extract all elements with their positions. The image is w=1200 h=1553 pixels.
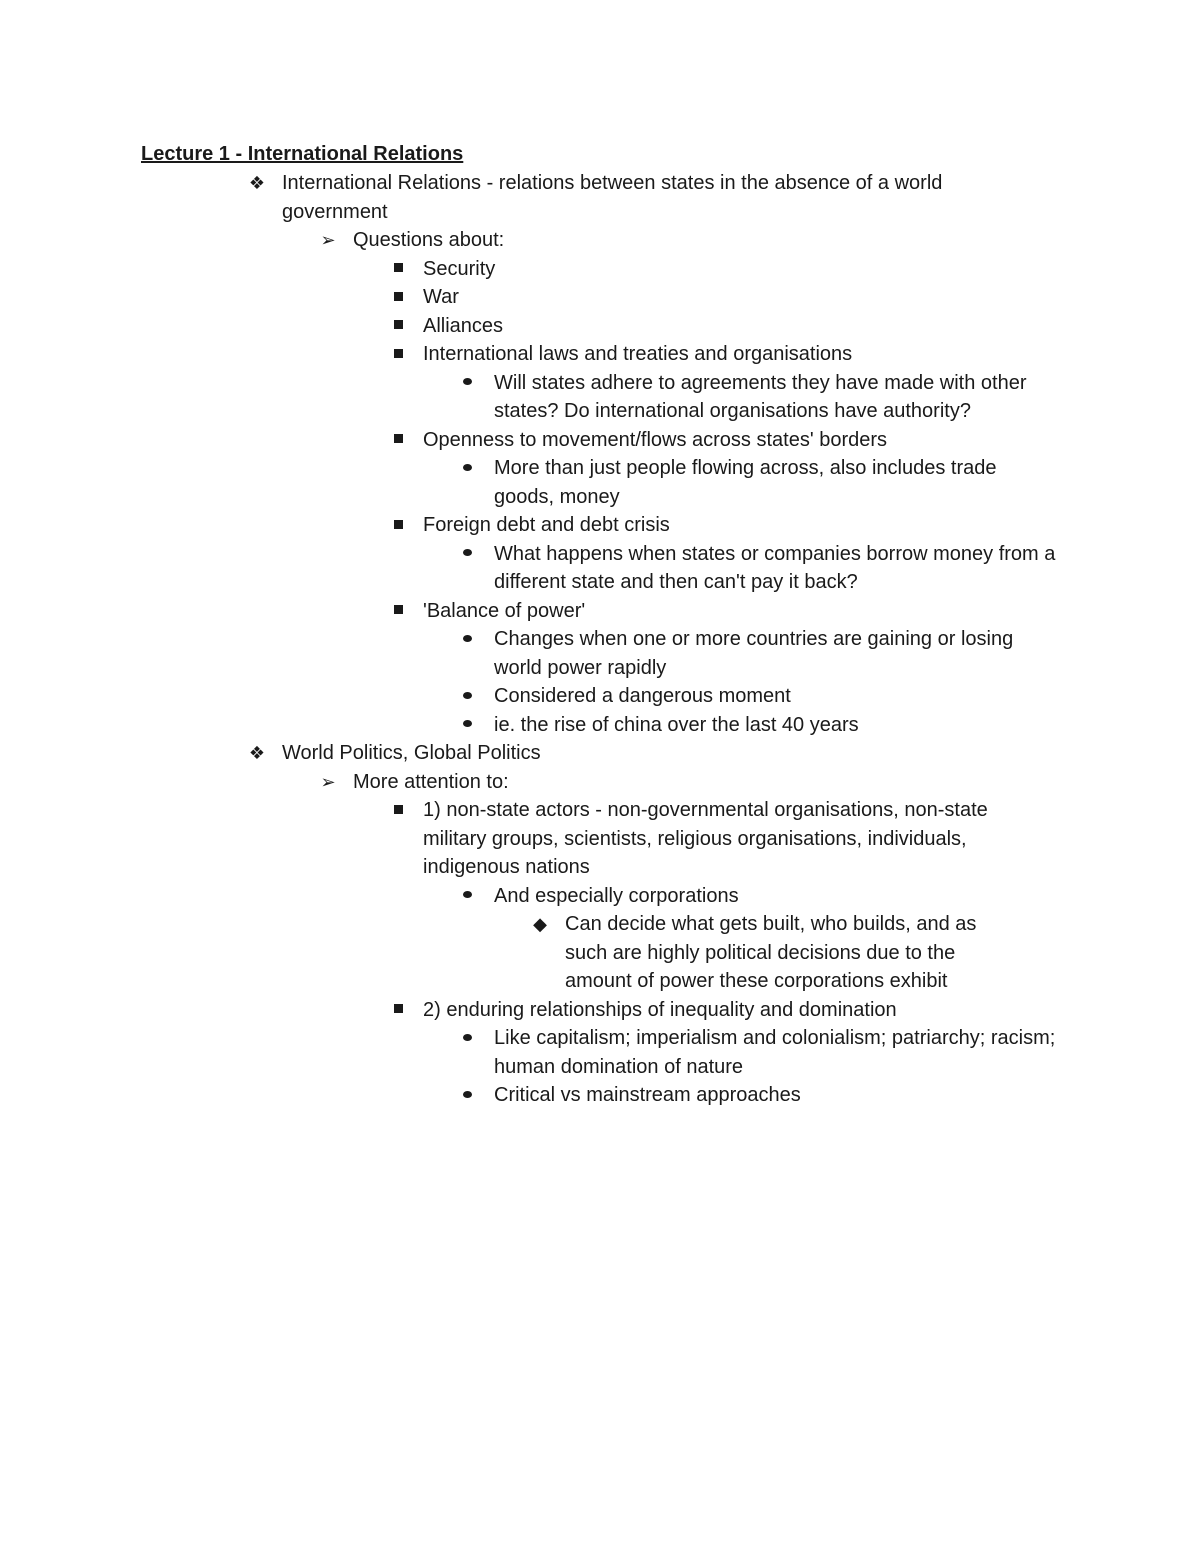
- outline-item-text: Like capitalism; imperialism and colonialism; patriarchy; racism; human domination of nature: [494, 1027, 1056, 1078]
- square-bullet-icon: [383, 340, 413, 369]
- outline-item: [320, 226, 1043, 255]
- circle-bullet-icon: [452, 540, 482, 569]
- circle-bullet-icon: [452, 369, 482, 398]
- outline-item: [423, 312, 1048, 341]
- circle-bullet-icon: [452, 454, 482, 483]
- outline-item-text: Openness to movement/flows across states' borders: [423, 428, 888, 451]
- outline-item-text: Can decide what gets built, who builds, and as such are highly political decisions due to the amount of power these corporations exhibit: [565, 913, 977, 992]
- outline-item: [494, 1081, 1059, 1110]
- outline-item: [423, 511, 1048, 540]
- outline-item: [494, 540, 1059, 597]
- outline-item-text: 1) non-state actors - non-governmental organisations, non-state military groups, scientists, religious organisations, individuals, indigenous nations: [423, 799, 988, 878]
- outline-item-text: Questions about:: [353, 229, 505, 251]
- circle-bullet-icon: [452, 682, 482, 711]
- outline-item: [320, 768, 1043, 797]
- outline-item-text: International laws and treaties and organisations: [423, 343, 853, 365]
- outline-item: [533, 910, 1020, 996]
- diamond-flower-bullet-icon: ❖: [248, 743, 266, 763]
- outline-item-text: What happens when states or companies borrow money from a different state and then can't pay it back?: [494, 542, 1056, 593]
- outline-item-text: International Relations - relations between states in the absence of a world government: [282, 172, 943, 223]
- outline-item: [494, 711, 1059, 740]
- outline-item: [423, 996, 1048, 1025]
- square-bullet-icon: [383, 312, 413, 341]
- outline-item-text: Security: [423, 257, 496, 280]
- outline-item-text: 2) enduring relationships of inequality and domination: [423, 998, 897, 1021]
- diamond-flower-bullet-icon: ❖: [248, 173, 266, 193]
- arrowhead-bullet-icon: ➢: [320, 230, 336, 250]
- outline-item: [248, 169, 1012, 226]
- outline-item-text: War: [423, 286, 459, 308]
- outline-item: [248, 739, 1012, 768]
- outline-item: [423, 796, 1048, 882]
- square-bullet-icon: [383, 283, 413, 312]
- diamond-bullet-icon: ◆: [533, 914, 547, 934]
- outline-item-text: Critical vs mainstream approaches: [494, 1084, 801, 1106]
- square-bullet-icon: [383, 597, 413, 626]
- outline-item-text: Considered a dangerous moment: [494, 685, 791, 707]
- outline-item-text: Alliances: [423, 314, 504, 337]
- square-bullet-icon: [383, 255, 413, 284]
- circle-bullet-icon: [452, 625, 482, 654]
- document-title: Lecture 1 - International Relations: [141, 143, 464, 165]
- square-bullet-icon: [383, 511, 413, 540]
- square-bullet-icon: [383, 426, 413, 455]
- outline-item-text: More than just people flowing across, also includes trade goods, money: [494, 457, 997, 508]
- outline-item-text: Will states adhere to agreements they have made with other states? Do international organisations have authority?: [494, 371, 1027, 422]
- outline-item-text: ie. the rise of china over the last 40 years: [494, 713, 859, 736]
- outline-item: [494, 882, 1059, 911]
- outline-item-text: World Politics, Global Politics: [282, 742, 541, 764]
- outline-item-text: 'Balance of power': [423, 599, 586, 622]
- outline-item: [423, 340, 1048, 369]
- arrowhead-bullet-icon: ➢: [320, 771, 336, 792]
- outline-item: [494, 369, 1059, 426]
- circle-bullet-icon: [452, 1081, 482, 1110]
- circle-bullet-icon: [452, 882, 482, 911]
- outline-item-text: Foreign debt and debt crisis: [423, 514, 670, 536]
- outline-item-text: Changes when one or more countries are gaining or losing world power rapidly: [494, 628, 1014, 679]
- outline-item: [494, 682, 1059, 711]
- outline-item-text: More attention to:: [353, 770, 509, 793]
- square-bullet-icon: [383, 796, 413, 825]
- outline-item: [494, 454, 1059, 511]
- outline-list: [0, 169, 1200, 1110]
- square-bullet-icon: [383, 996, 413, 1025]
- outline-item: [423, 283, 1048, 312]
- outline-item-text: And especially corporations: [494, 884, 739, 907]
- outline-item: [494, 625, 1059, 682]
- outline-item: [494, 1024, 1059, 1081]
- outline-item: [423, 255, 1048, 284]
- outline-item: [423, 597, 1048, 626]
- outline-item: [423, 426, 1048, 455]
- circle-bullet-icon: [452, 711, 482, 740]
- circle-bullet-icon: [452, 1024, 482, 1053]
